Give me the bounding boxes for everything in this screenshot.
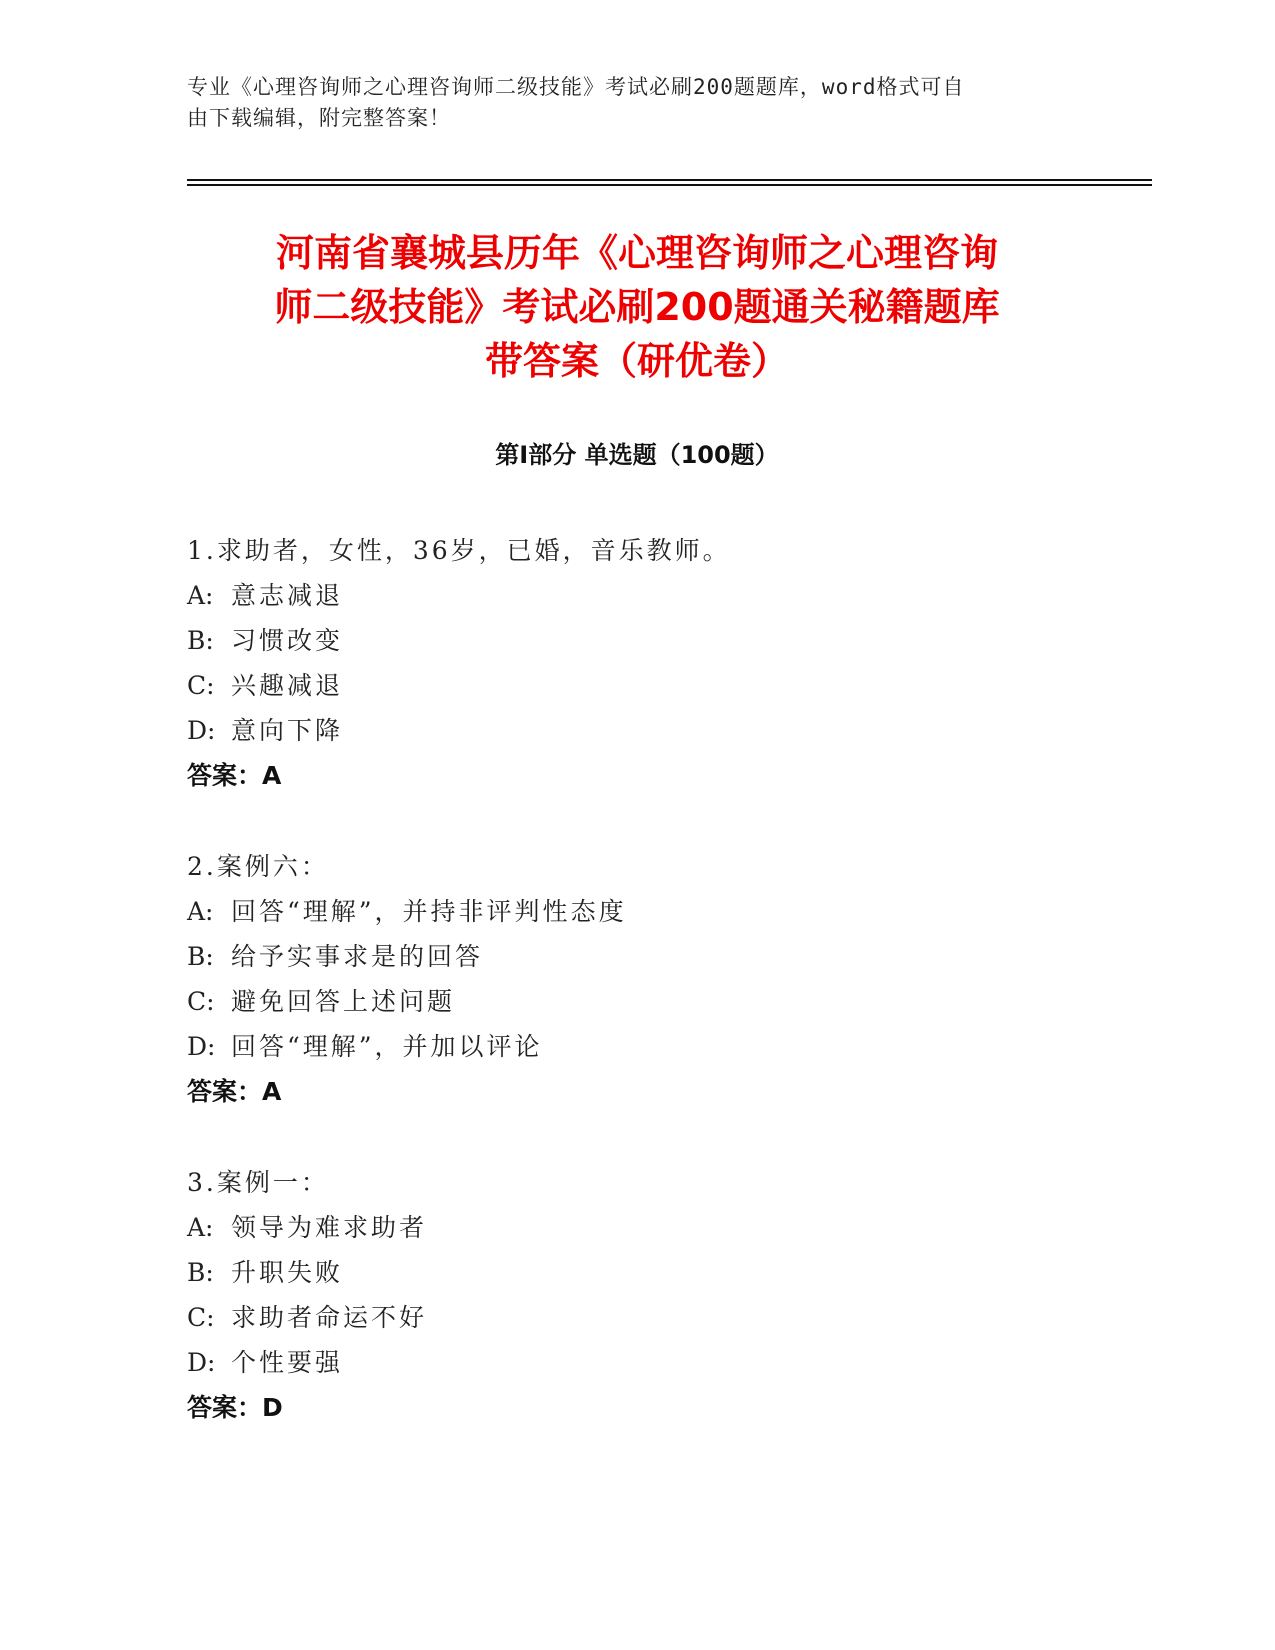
option-d [187, 1340, 1087, 1385]
option-text: 给予实事求是的回答 [231, 942, 484, 971]
header-divider-bottom [187, 184, 1152, 186]
header-note-line-1: 专业《心理咨询师之心理咨询师二级技能》考试必刷200题题库，word格式可自 [187, 75, 965, 99]
option-letter: B: [187, 1258, 214, 1287]
question-stem: 2.案例六： [187, 852, 329, 881]
option-a [187, 889, 1087, 934]
answer: 答案：A [187, 761, 282, 790]
option-d [187, 708, 1087, 753]
document-title-line-3: 带答案（研优卷） [484, 339, 789, 383]
option-letter: D: [187, 1348, 216, 1377]
option-d [187, 1024, 1087, 1069]
option-c [187, 663, 1087, 708]
option-letter: A: [187, 897, 214, 926]
question-stem: 3.案例一： [187, 1168, 329, 1197]
option-a [187, 1205, 1087, 1250]
option-text: 兴趣减退 [231, 671, 344, 700]
option-c [187, 1295, 1087, 1340]
option-letter: A: [187, 581, 214, 610]
option-letter: C: [187, 671, 215, 700]
option-letter: C: [187, 987, 215, 1016]
question-list [187, 528, 1087, 1476]
option-letter: D: [187, 716, 216, 745]
option-letter: B: [187, 942, 214, 971]
header-divider-top [187, 179, 1152, 181]
option-letter: A: [187, 1213, 214, 1242]
option-text: 避免回答上述问题 [231, 987, 456, 1016]
option-text: 个性要强 [231, 1348, 344, 1377]
option-text: 意向下降 [231, 716, 344, 745]
header-note [187, 72, 1067, 134]
option-text: 领导为难求助者 [231, 1213, 428, 1242]
answer: 答案：D [187, 1393, 283, 1422]
document-title-line-1: 河南省襄城县历年《心理咨询师之心理咨询 [275, 231, 998, 275]
question-1 [187, 528, 1087, 798]
header-note-line-2: 由下载编辑，附完整答案！ [187, 106, 451, 130]
section-heading: 第Ⅰ部分 单选题（100题） [495, 441, 779, 469]
option-letter: C: [187, 1303, 215, 1332]
option-a [187, 573, 1087, 618]
option-text: 习惯改变 [231, 626, 344, 655]
question-3 [187, 1160, 1087, 1430]
document-title-line-2: 师二级技能》考试必刷200题通关秘籍题库 [274, 285, 1000, 329]
document-title [187, 226, 1087, 388]
option-letter: B: [187, 626, 214, 655]
option-text: 升职失败 [231, 1258, 344, 1287]
question-stem: 1.求助者，女性，36岁，已婚，音乐教师。 [187, 536, 731, 565]
answer: 答案：A [187, 1077, 282, 1106]
question-2 [187, 844, 1087, 1114]
option-b [187, 1250, 1087, 1295]
option-c [187, 979, 1087, 1024]
option-text: 回答“理解”，并持非评判性态度 [231, 897, 627, 926]
option-text: 回答“理解”，并加以评论 [231, 1032, 543, 1061]
option-b [187, 934, 1087, 979]
option-b [187, 618, 1087, 663]
option-letter: D: [187, 1032, 216, 1061]
option-text: 意志减退 [231, 581, 344, 610]
option-text: 求助者命运不好 [231, 1303, 428, 1332]
